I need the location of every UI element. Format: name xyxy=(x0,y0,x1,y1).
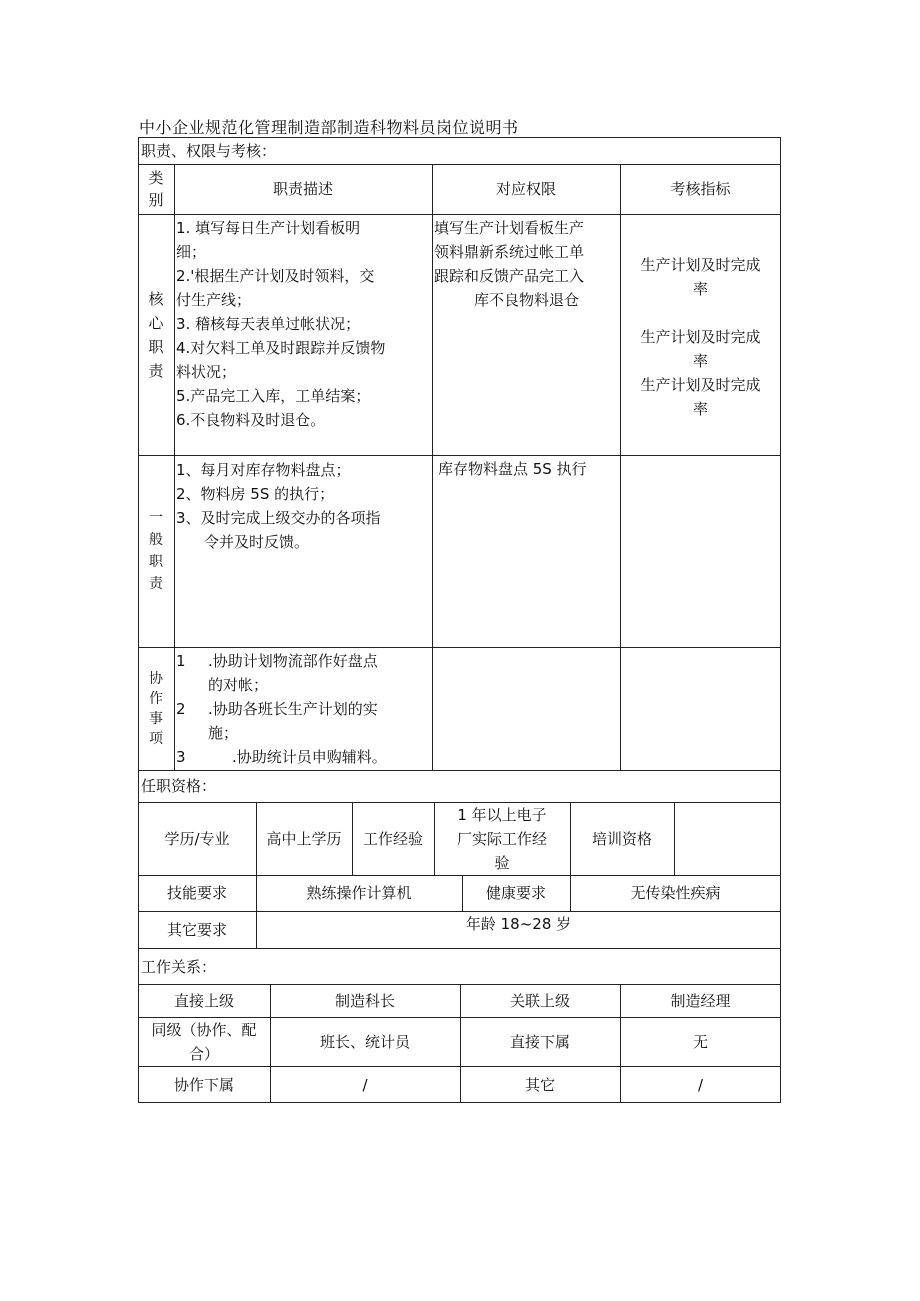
experience-line: 厂实际工作经 xyxy=(456,829,547,848)
item-number: 1 xyxy=(176,652,186,670)
item-text: .协助统计员申购辅料。 xyxy=(232,748,387,766)
subordinate-value: 无 xyxy=(692,1032,708,1051)
training-label: 培训资格 xyxy=(591,829,652,848)
experience-line: 验 xyxy=(494,853,510,872)
peer-label xyxy=(138,1017,270,1066)
assessment-item xyxy=(620,253,781,301)
core-duties-list xyxy=(176,216,430,432)
training-value xyxy=(674,802,781,875)
peer-label-line: 合） xyxy=(188,1044,219,1063)
item-text: 的对帐； xyxy=(208,676,269,694)
item-number: 3 xyxy=(176,748,186,766)
health-label: 健康要求 xyxy=(485,884,546,902)
list-item: 令并及时反馈。 xyxy=(204,533,310,551)
assessment-header: 考核指标 xyxy=(670,180,731,198)
list-item: 2、物料房 5S 的执行； xyxy=(176,485,335,503)
assessment-text: 生产计划及时完成 xyxy=(640,328,761,346)
core-authority xyxy=(434,216,619,312)
assessment-text: 生产计划及时完成 xyxy=(640,376,761,394)
health-value: 无传染性疾病 xyxy=(630,884,721,902)
item-text: .协助各班长生产计划的实 xyxy=(208,700,378,718)
related-superior-label: 关联上级 xyxy=(509,991,570,1010)
list-item: 3、及时完成上级交办的各项指 xyxy=(176,509,381,527)
item-number: 2 xyxy=(176,700,186,718)
education-label: 学历/专业 xyxy=(164,829,230,848)
peer-value: 班长、统计员 xyxy=(319,1032,410,1051)
list-item: 细； xyxy=(176,243,207,261)
assessment-item xyxy=(620,373,781,421)
assessment-text: 率 xyxy=(692,400,708,418)
job-description-table xyxy=(138,137,781,1103)
general-category-label: 一般职责 xyxy=(149,510,163,592)
general-authority: 库存物料盘点 5S 执行 xyxy=(438,460,587,478)
cooperation-category-label: 协作事项 xyxy=(149,670,163,747)
description-header: 职责描述 xyxy=(272,180,333,198)
qualifications-header: 任职资格： xyxy=(141,777,217,795)
experience-value xyxy=(434,802,570,875)
list-item: 付生产线； xyxy=(176,291,252,309)
duties-section-header: 职责、权限与考核： xyxy=(141,142,277,160)
authority-line: 库不良物料退仓 xyxy=(473,291,579,309)
authority-line: 填写生产计划看板生产 xyxy=(434,219,585,237)
item-text: .协助计划物流部作好盘点 xyxy=(208,652,378,670)
list-item: 5.产品完工入库，工单结案； xyxy=(176,387,371,405)
list-item: 料状况； xyxy=(176,363,237,381)
list-item xyxy=(176,649,431,697)
list-item: 1、每月对库存物料盘点； xyxy=(176,461,351,479)
list-item: 2.'根据生产计划及时领料，交 xyxy=(176,267,375,285)
item-text: 施； xyxy=(208,724,239,742)
category-header: 类别 xyxy=(148,169,164,209)
skill-label: 技能要求 xyxy=(166,884,227,902)
assessment-text: 率 xyxy=(692,280,708,298)
general-duties-list xyxy=(176,458,430,554)
list-item xyxy=(176,745,431,769)
subordinate-label: 直接下属 xyxy=(509,1032,570,1051)
cooperation-subordinate-label: 协作下属 xyxy=(173,1075,234,1094)
list-item: 4.对欠料工单及时跟踪并反馈物 xyxy=(176,339,386,357)
authority-line: 领料鼎新系统过帐工单 xyxy=(434,243,585,261)
superior-value: 制造科长 xyxy=(334,991,395,1010)
experience-line: 1 年以上电子 xyxy=(457,805,547,824)
core-assessment xyxy=(620,253,781,421)
document-title: 中小企业规范化管理制造部制造科物料员岗位说明书 xyxy=(139,118,519,137)
assessment-text: 率 xyxy=(692,352,708,370)
experience-label: 工作经验 xyxy=(362,829,423,848)
skill-value: 熟练操作计算机 xyxy=(306,884,412,902)
list-item: 6.不良物料及时退仓。 xyxy=(176,411,326,429)
other-requirements-value: 年龄 18~28 岁 xyxy=(465,915,572,933)
peer-label-line: 同级（协作、配 xyxy=(151,1020,257,1039)
assessment-item xyxy=(620,325,781,373)
authority-line: 跟踪和反馈产品完工入 xyxy=(434,267,585,285)
list-item: 3. 稽核每天表单过帐状况； xyxy=(176,315,361,333)
authority-header: 对应权限 xyxy=(495,180,556,198)
education-value: 高中上学历 xyxy=(266,829,342,848)
cooperation-list xyxy=(176,649,431,769)
other-requirements-label: 其它要求 xyxy=(166,920,227,939)
superior-label: 直接上级 xyxy=(173,991,234,1010)
others-value: / xyxy=(697,1075,704,1094)
related-superior-value: 制造经理 xyxy=(670,991,731,1010)
cooperation-subordinate-value: / xyxy=(362,1075,368,1094)
relations-header: 工作关系： xyxy=(141,958,217,976)
core-category-label: 核心职责 xyxy=(148,289,164,380)
list-item: 1. 填写每日生产计划看板明 xyxy=(176,219,361,237)
others-label: 其它 xyxy=(524,1075,555,1094)
assessment-text: 生产计划及时完成 xyxy=(640,256,761,274)
list-item xyxy=(176,697,431,745)
